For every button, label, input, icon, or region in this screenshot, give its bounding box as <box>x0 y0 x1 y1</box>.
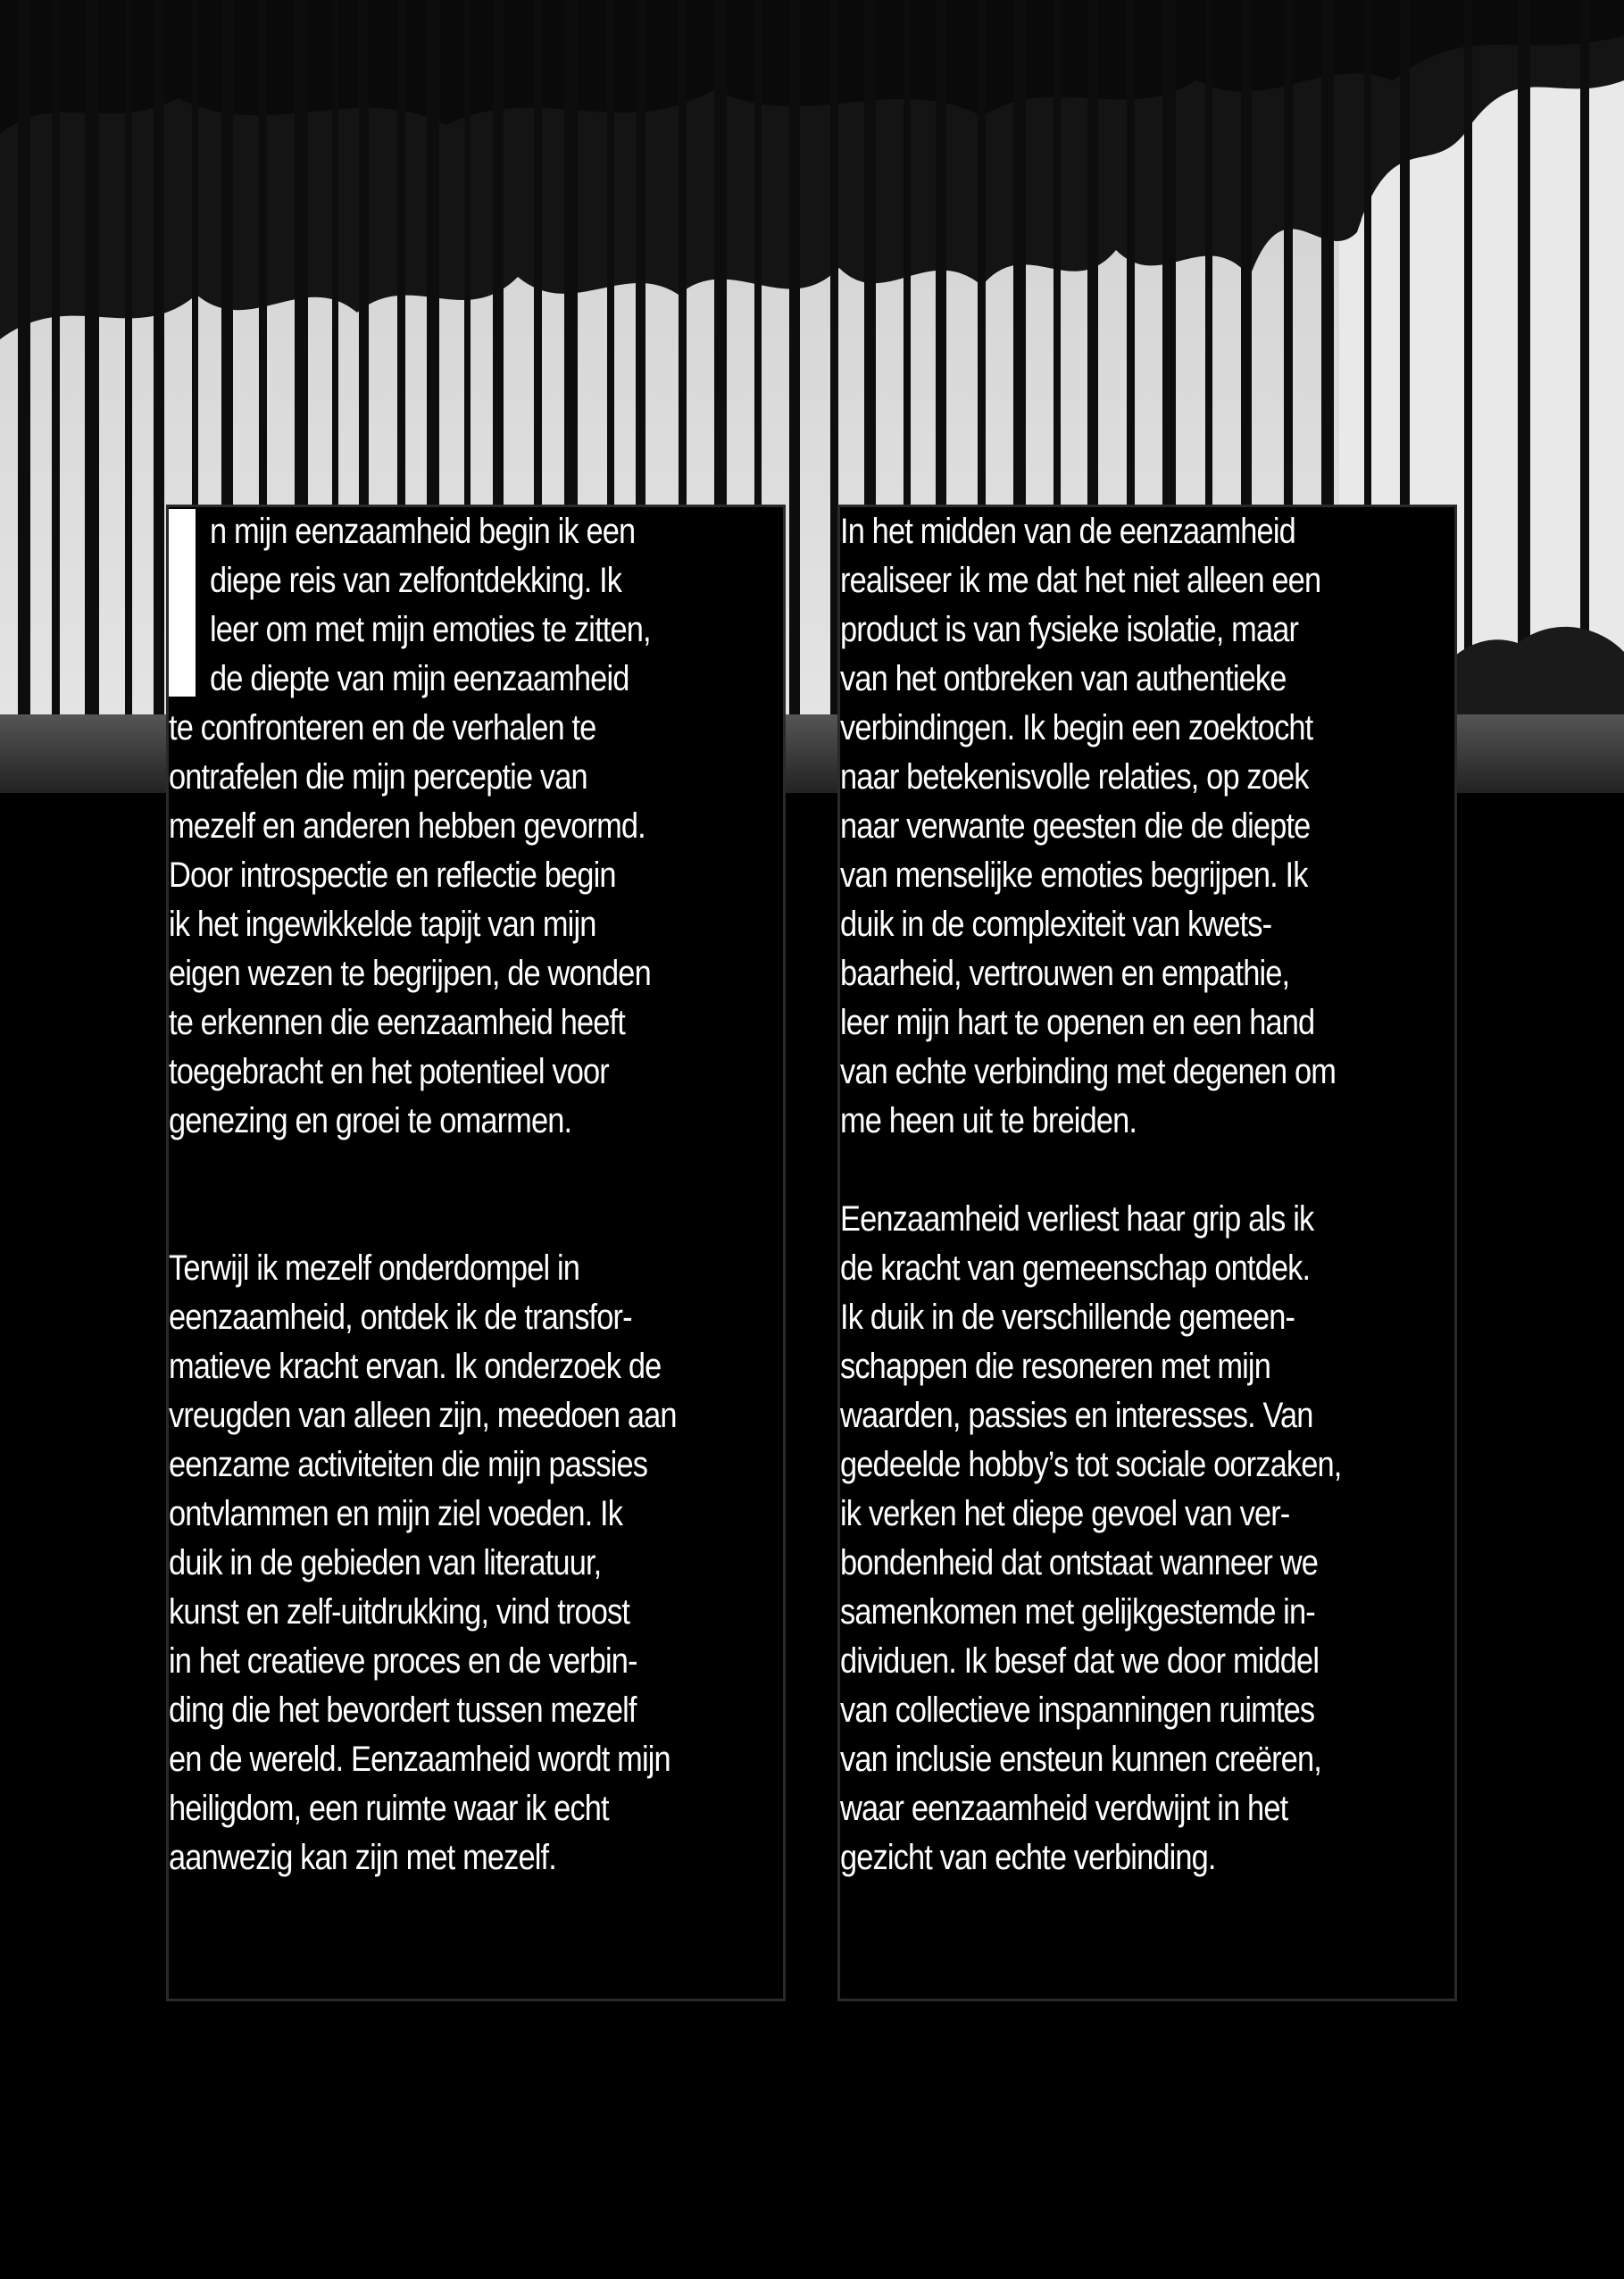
drop-cap-block <box>169 507 783 704</box>
right-text-column <box>837 505 1457 2001</box>
left-text-column <box>166 505 786 2001</box>
paragraph-3: In het midden van de eenzaamheid realiseer ik me dat het niet alleen een product is van fysieke isolatie, maar van het ontbreken van authentieke verbindingen. Ik begin een zoektocht naar betekenisvolle relaties, op zoek naar verwante geesten die de diepte van menselijke emoties begrijpen. Ik duik in de complexiteit van kwets- baarheid, vertrouwen en empathie, leer mijn hart te openen en een hand van echte verbinding met degenen om me heen uit te breiden. <box>840 512 1337 1140</box>
paragraph-2: Terwijl ik mezelf onderdompel in eenzaamheid, ontdek ik de transfor- matieve kracht ervan. Ik onderzoek de vreugden van alleen zijn, meedoen aan eenzame activiteiten die mijn passies ontvlammen en mijn ziel voeden. Ik duik in de gebieden van literatuur, kunst en zelf-uitdrukking, vind troost in het creatieve proces en de verbin- ding die het bevordert tussen mezelf en de wereld. Eenzaamheid wordt mijn heiligdom, een ruimte waar ik echt aanwezig kan zijn met mezelf. <box>169 1248 677 1877</box>
paragraph-4: Eenzaamheid verliest haar grip als ik de kracht van gemeenschap ontdek. Ik duik in de verschillende gemeen- schappen die resoneren met mijn waarden, passies en interesses. Van gedeelde hobby’s tot sociale oorzaken, ik verken het diepe gevoel van ver- bondenheid dat ontstaat wanneer we samenkomen met gelijkgestemde in- dividuen. Ik besef dat we door middel van collectieve inspanningen ruimtes van inclusie ensteun kunnen creëren, waar eenzaamheid verdwijnt in het gezicht van echte verbinding. <box>840 1199 1342 1877</box>
paragraph-1-opening: n mijn eenzaamheid begin ik een diepe reis van zelfontdekking. Ik leer om met mijn emoties te zitten, de diepte van mijn eenzaamheid <box>210 512 651 698</box>
paragraph-1-continued: te confronteren en de verhalen te ontrafelen die mijn perceptie van mezelf en anderen hebben gevormd. Door introspectie en reflectie begin ik het ingewikkelde tapijt van mijn eigen wezen te begrijpen, de wonden te erkennen die eenzaamheid heeft toegebracht en het potentieel voor genezing en groei te omarmen. <box>169 708 651 1140</box>
drop-cap-bar <box>169 509 196 697</box>
